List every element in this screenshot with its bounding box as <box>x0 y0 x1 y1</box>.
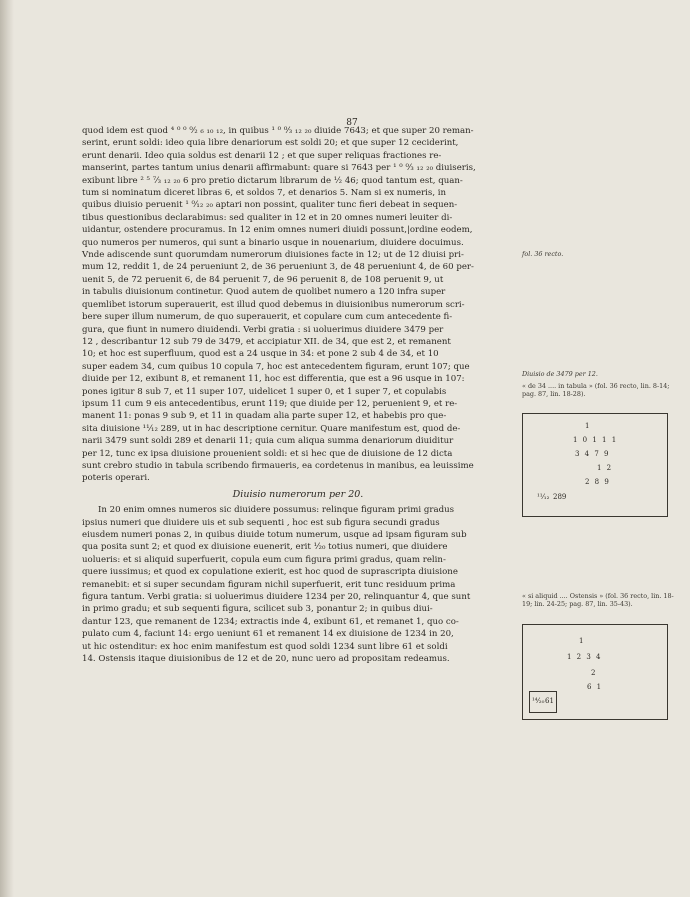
text-line: narii 3479 sunt soldi 289 et denarii 11; quia cum aliqua summa denariorum diuiditur <box>82 436 454 447</box>
table-row: 1 <box>585 422 591 430</box>
division-table-3479 <box>522 413 668 517</box>
table-row: 2 8 9 <box>585 478 611 486</box>
sidenote-reference-2: « si aliquid .... Ostensis » (fol. 36 recto, lin. 18-19; lin. 24-25; pag. 87, lin. 35-43). <box>522 592 674 608</box>
table-row: 3 4 7 9 <box>575 450 610 458</box>
text-line: figura tantum. Verbi gratia: si uoluerimus diuidere 1234 per 20, relinquantur 4, que sunt <box>82 592 471 603</box>
table-row: 1 2 3 4 <box>567 653 602 661</box>
text-line: 12 , describantur 12 sub 79 de 3479, et accipiatur XII. de 34, que est 2, et remanent <box>82 336 451 347</box>
division-table-1234 <box>522 624 668 720</box>
text-line: eiusdem numeri ponas 2, in quibus diuide totum numerum, usque ad ipsam figuram sub <box>82 530 467 540</box>
text-line: qua posita sunt 2; et quod ex diuisione euenerit, erit ¹⁄₂₀ totius numeri, que diuidere <box>82 542 448 553</box>
text-line: pulato cum 4, faciunt 14: ergo ueniunt 61 et remanent 14 ex diuisione de 1234 in 20, <box>82 629 454 640</box>
table-row: 1 2 <box>597 464 613 472</box>
text-line: tibus questionibus declarabimus: sed qualiter in 12 et in 20 omnes numeri leuiter di- <box>82 212 453 223</box>
table-fraction: ¹¹⁄₁₂ <box>537 493 550 501</box>
text-line: super eadem 34, cum quibus 10 copula 7, hoc est antecedentem figuram, erunt 107; que <box>82 361 470 372</box>
sidenote-title: Diuisio de 3479 per 12. <box>522 370 598 378</box>
text-line: pones igitur 8 sub 7, et 11 super 107, uidelicet 1 super 0, et 1 super 7, et copulabis <box>82 386 447 397</box>
sidenote-reference-1: « de 34 .... in tabula » (fol. 36 recto, lin. 8-14; pag. 87, lin. 18-28). <box>522 382 670 398</box>
text-line: exibunt libre ² ⁵ ⁷⁄₃ ₁₂ ₂₀ 6 pro pretio dictarum librarum de ¹⁄₂ 46; quod tantum est, quan- <box>82 175 463 186</box>
table-fraction: ¹⁴⁄₂₀ <box>532 697 545 705</box>
text-line: ipsum 11 cum 9 eis antecedentibus, erunt 119; que diuide per 12, peruenient 9, et re- <box>82 398 458 409</box>
text-line: quo numeros per numeros, qui sunt a binario usque in nouenarium, diuidere docuimus. <box>82 237 464 248</box>
text-line: 14. Ostensis itaque diuisionibus de 12 et de 20, nunc uero ad propositam redeamus. <box>82 654 450 665</box>
text-line: sunt crebro studio in tabula scribendo firmaueris, ea cordetenus in manibus, ea leuissime <box>82 460 474 471</box>
text-line: Vnde adiscende sunt quorumdam numerorum diuisiones facte in 12; ut de 12 diuisi pri- <box>82 250 464 261</box>
table-quotient: 61 <box>545 697 554 705</box>
text-line: in tabulis diuisionum continetur. Quod autem de quolibet numero a 120 infra super <box>82 287 446 298</box>
text-line: serint, erunt soldi: ideo quia libre denariorum est soldi 20; et que super 12 ceciderint, <box>82 138 459 149</box>
text-line: remanebit: et si super secundam figuram nichil superfuerit, erit tunc residuum prima <box>82 579 456 590</box>
text-line: dantur 123, que remanent de 1234; extractis inde 4, exibunt 61, et remanet 1, quo co- <box>82 616 459 627</box>
main-text <box>82 125 514 665</box>
text-line: erunt denarii. Ideo quia soldus est denarii 12 ; et que super reliquas fractiones re- <box>82 150 442 161</box>
page-number: 87 <box>346 118 358 128</box>
text-line: in primo gradu; et sub sequenti figura, scilicet sub 3, ponantur 2; in quibus diui- <box>82 604 433 615</box>
text-line: In 20 enim omnes numeros sic diuidere possumus: relinque figuram primi gradus <box>98 505 455 516</box>
table-row: 2 <box>591 669 597 677</box>
section-heading: Diuisio numerorum per 20. <box>232 488 364 500</box>
text-line: quere iussimus; et quod ex copulatione exierit, est hoc quod de suprascripta diuisione <box>82 567 458 578</box>
text-line: sita diuisione ¹¹⁄₁₂ 289, ut in hac descriptione cernitur. Quare manifestum est, quod de- <box>82 423 461 434</box>
table-row: 1 0 1 1 1 <box>573 436 618 444</box>
text-line: tum si nominatum diceret libras 6, et soldos 7, et denarios 5. Nam si ex numeris, in <box>82 188 447 199</box>
table-row: 1 <box>579 637 585 645</box>
text-line: mum 12, reddit 1, de 24 perueniunt 2, de 36 perueniunt 3, de 48 perueniunt 4, de 60 per- <box>82 262 474 273</box>
text-line: ut hic ostenditur: ex hoc enim manifestum est quod soldi 1234 sunt libre 61 et soldi <box>82 641 448 652</box>
text-line: poteris operari. <box>82 473 150 484</box>
text-line: diuide per 12, exibunt 8, et remanent 11, hoc est differentia, que est a 96 usque in 107: <box>82 374 465 385</box>
sidenote-folio: fol. 36 recto. <box>522 250 564 258</box>
page-binding <box>0 0 14 897</box>
text-line: bere super illum numerum, de quo superauerit, et copulare cum cum antecedente fi- <box>82 312 453 323</box>
book-page <box>14 0 690 897</box>
text-line: quibus diuisio peruenit ¹ ⁰⁄₁₂ ₂₀ aptari non possint, qualiter tunc fieri debeat in sequen- <box>82 200 458 211</box>
text-line: quemlibet istorum superauerit, est illud quod debemus in diuisionibus numerorum scri- <box>82 299 465 310</box>
table-row: 6 1 <box>587 683 603 691</box>
text-line: uenit 5, de 72 peruenit 6, de 84 peruenit 7, de 96 peruenit 8, de 108 peruenit 9, ut <box>82 274 444 285</box>
section-text <box>82 504 514 665</box>
text-line: 10; et hoc est superfluum, quod est a 24 usque in 34: et pone 2 sub 4 de 34, et 10 <box>82 349 439 360</box>
text-line: manent 11: ponas 9 sub 9, et 11 in quadam alia parte super 12, et habebis pro que- <box>82 411 447 422</box>
text-line: ipsius numeri que diuidere uis et sub sequenti , hoc est sub figura secundi gradus <box>82 517 440 528</box>
text-line: uolueris: et si aliquid superfuerit, copula eum cum figura primi gradus, quam relin- <box>82 554 446 565</box>
table-quotient: 289 <box>553 493 567 501</box>
body-text <box>82 125 514 485</box>
text-line: manserint, partes tantum unius denarii affirmabunt: quare si 7643 per ¹ ⁰ ⁰⁄₃ ₁₂ ₂₀ diuiseris, <box>82 163 476 174</box>
text-line: uidantur, ostendere procuramus. In 12 enim omnes numeri diuidi possunt,|ordine eodem, <box>82 225 473 236</box>
text-line: per 12, tunc ex ipsa diuisione prouenient soldi: et si hec que de diuisione de 12 dicta <box>82 448 453 459</box>
text-line: gura, que fiunt in numero diuidendi. Verbi gratia : si uoluerimus diuidere 3479 per <box>82 324 444 335</box>
text-line: quod idem est quod ⁴ ⁰ ⁰ ⁰⁄₂ ₆ ₁₀ ₁₂, in quibus ¹ ⁰ ⁰⁄₃ ₁₂ ₂₀ diuide 7643; et que super 20 reman- <box>82 126 474 136</box>
